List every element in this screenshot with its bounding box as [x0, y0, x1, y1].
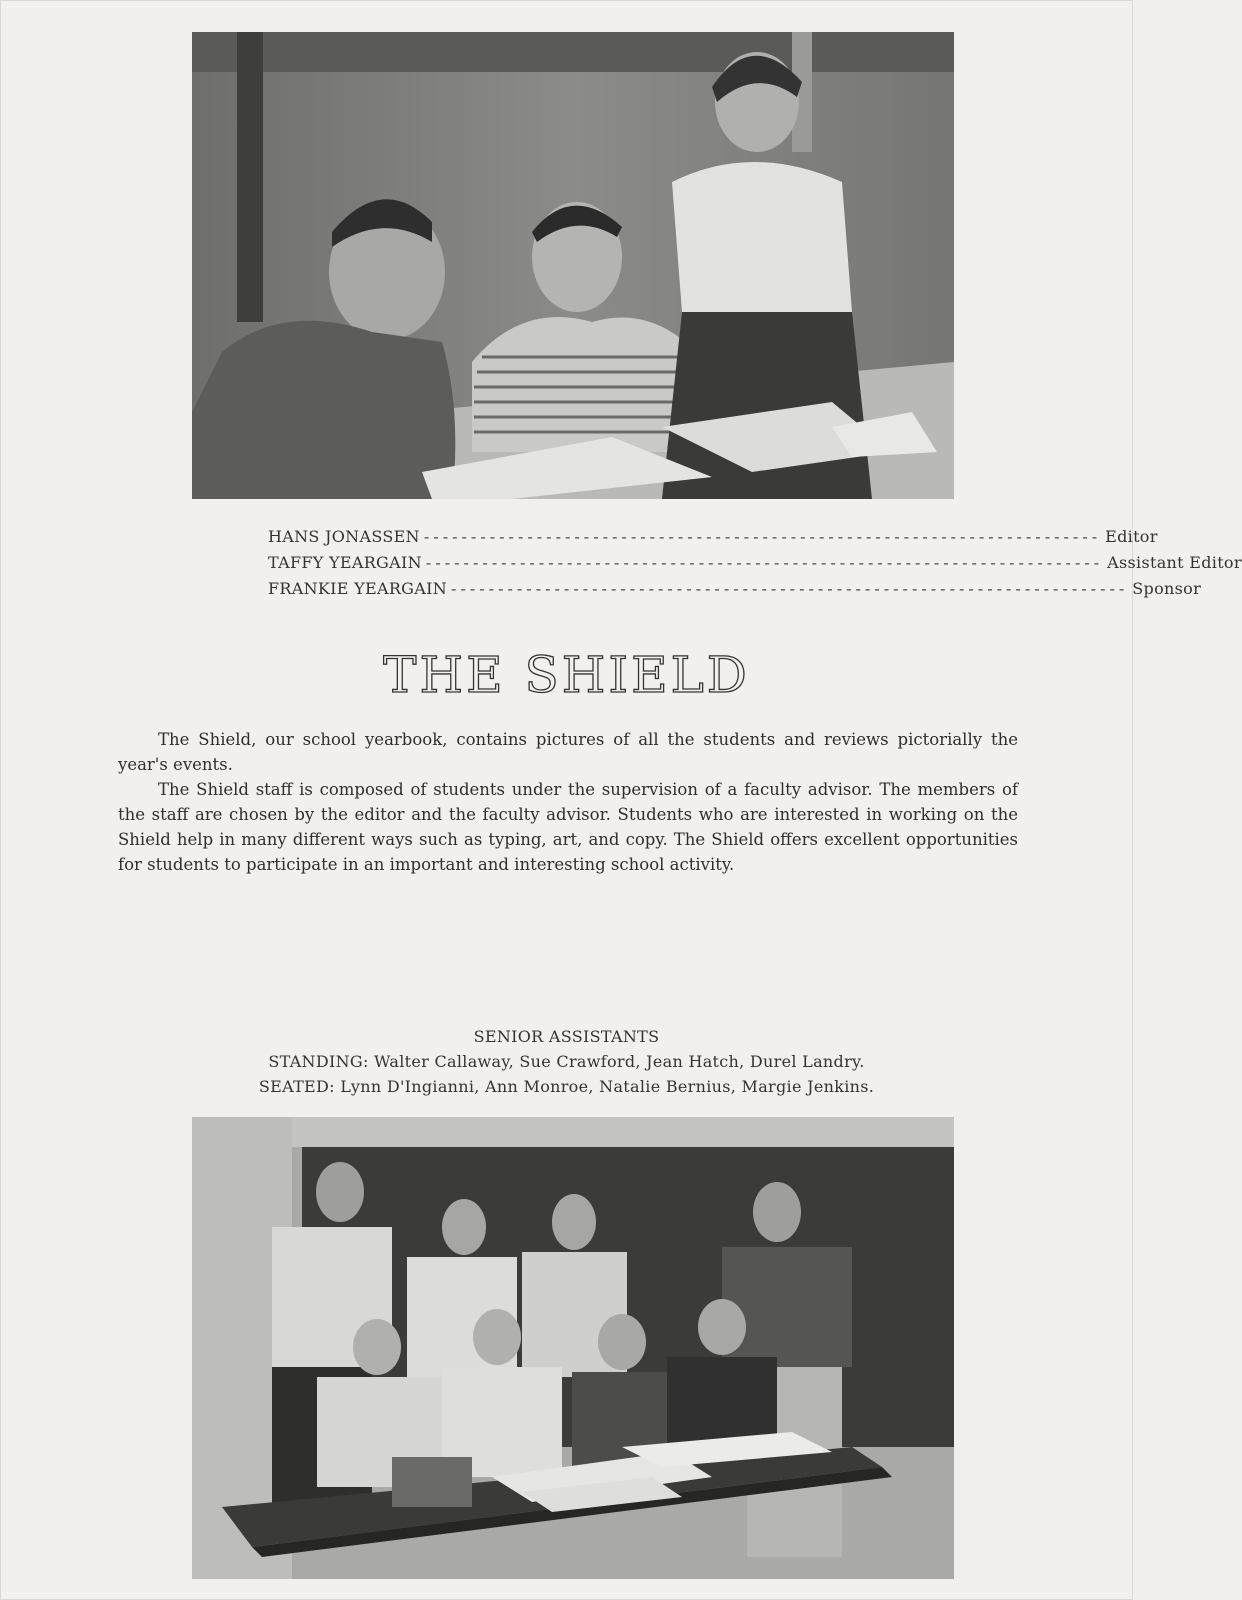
staff-row — [268, 550, 1242, 576]
page-title: THE SHIELD — [383, 646, 750, 704]
photo-caption — [0, 1024, 1133, 1099]
leader-dashes: ------------------------------------------------------------------------ — [423, 527, 1102, 546]
senior-assistants-photo — [192, 1117, 954, 1579]
staff-photo — [192, 32, 954, 499]
staff-row — [268, 576, 1202, 602]
leader-dashes: ------------------------------------------------------------------------ — [451, 579, 1129, 598]
body-text — [118, 727, 1018, 877]
paragraph: The Shield, our school yearbook, contains pictures of all the students and reviews pictorially the year's events. — [118, 730, 1018, 774]
staff-role: Assistant Editor — [1107, 553, 1242, 572]
staff-name: FRANKIE YEARGAIN — [268, 579, 448, 598]
leader-dashes: ------------------------------------------------------------------------ — [425, 553, 1104, 572]
staff-role: Editor — [1105, 527, 1158, 546]
caption-heading: SENIOR ASSISTANTS — [473, 1027, 660, 1046]
staff-name: HANS JONASSEN — [268, 527, 420, 546]
staff-name: TAFFY YEARGAIN — [268, 553, 422, 572]
staff-row — [268, 524, 1158, 550]
caption-standing: STANDING: Walter Callaway, Sue Crawford, Jean Hatch, Durel Landry. — [268, 1052, 865, 1071]
caption-seated: SEATED: Lynn D'Ingianni, Ann Monroe, Natalie Bernius, Margie Jenkins. — [258, 1077, 875, 1096]
paragraph: The Shield staff is composed of students under the supervision of a faculty advisor. The members of the staff are chosen by the editor and the faculty advisor. Students who are interested in working on the Shield help in many different ways such as typing, art, and copy. The Shield offers excellent opportunities for students to participate in an important and interesting school activity. — [118, 780, 1018, 874]
staff-list — [268, 524, 1242, 602]
staff-role: Sponsor — [1132, 579, 1202, 598]
